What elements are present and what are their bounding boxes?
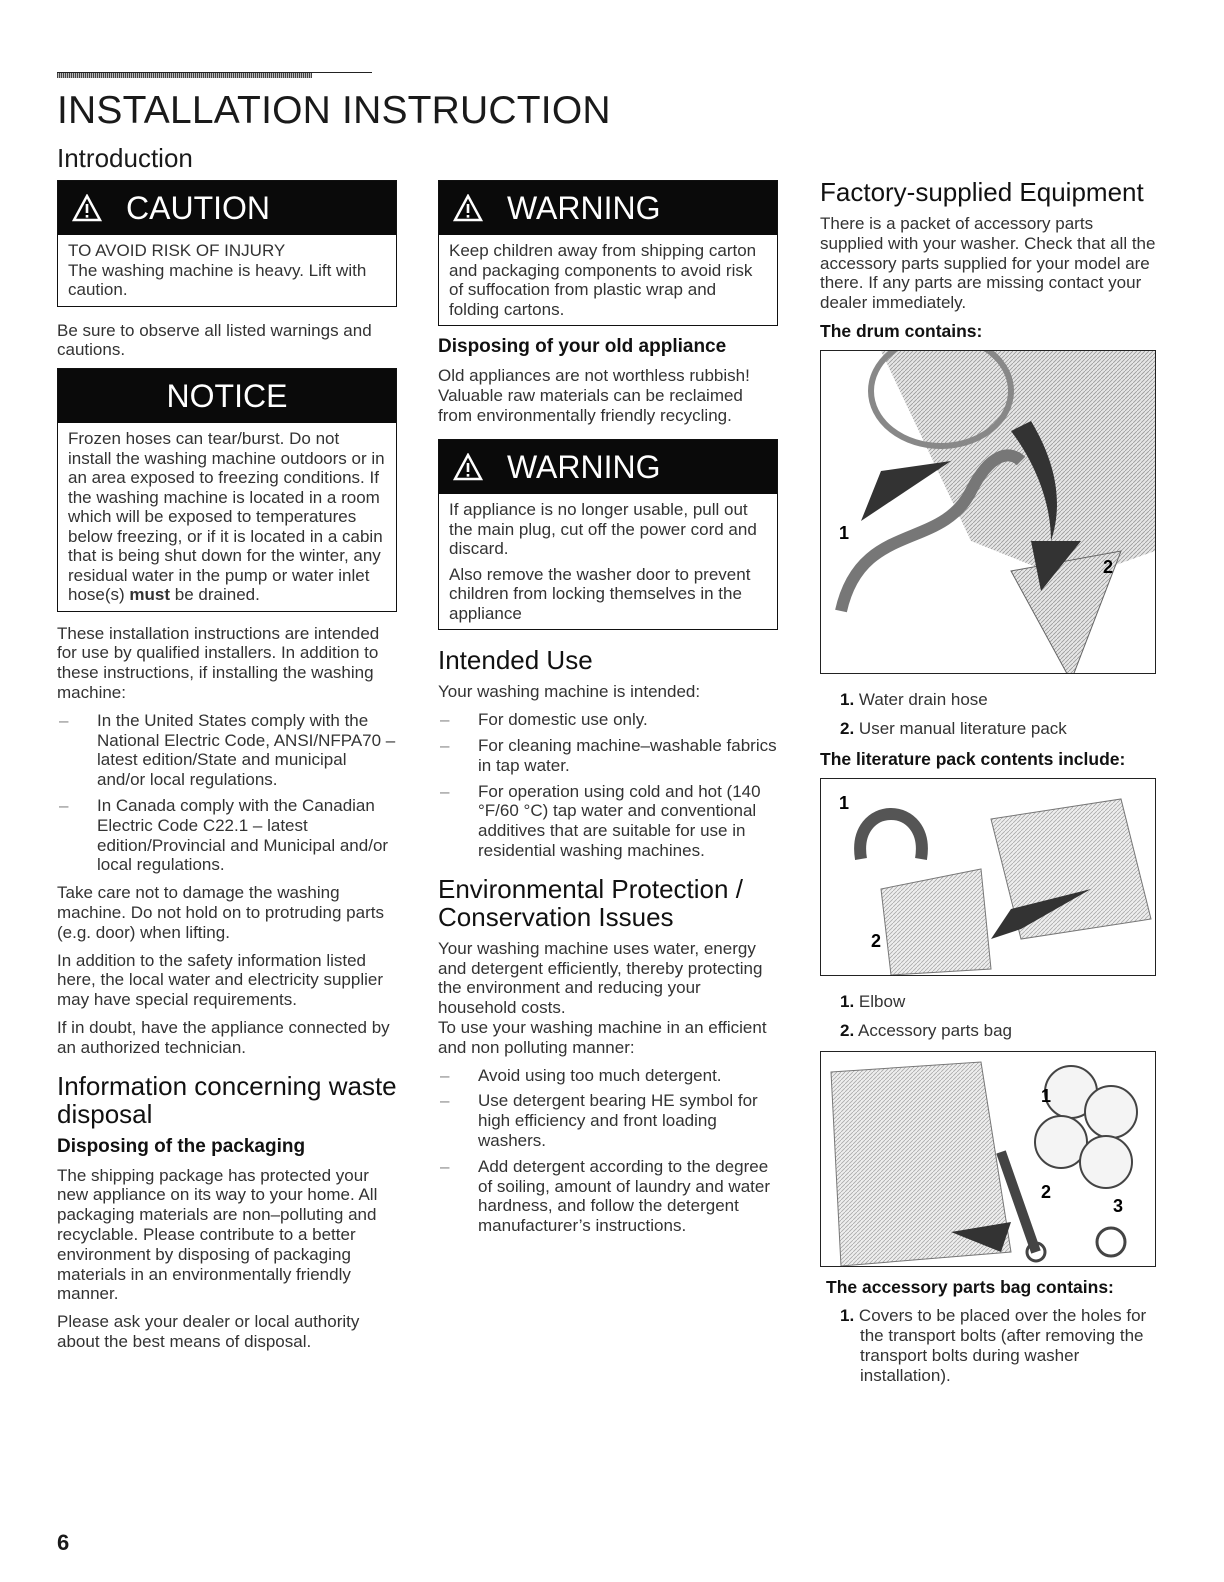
caution-label: CAUTION — [126, 189, 270, 226]
drum-heading: The drum contains: — [820, 320, 983, 341]
section-introduction: Introduction — [57, 143, 193, 173]
list-item: 1. Water drain hose — [840, 689, 988, 709]
figure-label-2: 2 — [871, 930, 882, 951]
accessory-bag-heading: The accessory parts bag contains: — [826, 1276, 1114, 1297]
notice-header — [58, 369, 396, 423]
environmental-list — [438, 1066, 778, 1236]
list-item: – In Canada comply with the Canadian Electric Code C22.1 – latest edition/Provincial and Municipal and/or local regulations. — [57, 796, 397, 875]
list-item: 2. User manual literature pack — [840, 718, 1067, 738]
factory-heading: Factory-supplied Equipment — [820, 177, 1144, 207]
environmental-heading: Environmental Protection / Conservation Issues — [438, 873, 743, 932]
dealer-paragraph: Please ask your dealer or local authority about the best means of disposal. — [57, 1312, 360, 1351]
warning-header — [439, 181, 777, 235]
warning-box-2 — [438, 439, 778, 630]
factory-paragraph: There is a packet of accessory parts supplied with your washer. Check that all the accessory parts supplied for your model are there. If any parts are missing contact your dealer immediately. — [820, 214, 1156, 313]
figure-label-3: 3 — [1113, 1195, 1124, 1216]
figure-label-1: 1 — [839, 792, 850, 813]
list-item: – Avoid using too much detergent. — [438, 1066, 778, 1086]
warning-label: WARNING — [507, 448, 661, 485]
packaging-heading: Disposing of the packaging — [57, 1135, 306, 1157]
figure-label-2: 2 — [1041, 1181, 1052, 1202]
waste-heading: Information concerning waste disposal — [57, 1070, 397, 1129]
notice-text: Frozen hoses can tear/burst. Do not install the washing machine outdoors or in an area exposed to freezing conditions. If the washing machine is located in a room which will be exposed to temperatures below freezing, or if it is located in a cabin that is being shut down for the winter, any residual water in the pump or water inlet hose(s) must be drained. — [68, 429, 385, 605]
warning-triangle-icon — [453, 453, 483, 481]
warning-box-1 — [438, 180, 778, 326]
observe-text: Be sure to observe all listed warnings and cautions. — [57, 320, 372, 360]
warning-label: WARNING — [507, 189, 661, 226]
figure-label-1: 1 — [839, 522, 850, 543]
caution-line2: The washing machine is heavy. Lift with caution. — [68, 260, 367, 299]
warning-header — [439, 440, 777, 494]
caution-header — [58, 181, 396, 235]
packaging-paragraph: The shipping package has protected your new appliance on its way to your home. All packaging materials are non–polluting and recyclable. Please contribute to a better environment by disposing of packaging materials in an environmentally friendly manner. — [57, 1165, 378, 1304]
list-item: – For operation using cold and hot (140 °F/60 °C) tap water and conventional additives that are suitable for use in residential washing machines. — [438, 782, 778, 861]
figure-literature-pack — [820, 778, 1156, 976]
page-title: INSTALLATION INSTRUCTION — [57, 89, 611, 132]
literature-heading: The literature pack contents include: — [820, 748, 1126, 769]
caution-box — [57, 180, 397, 307]
drum-list — [820, 690, 1160, 739]
list-item: 2. Accessory parts bag — [840, 1020, 1012, 1040]
warning-text: If appliance is no longer usable, pull out the main plug, cut off the power cord and discard. — [449, 500, 757, 559]
warning-text: Keep children away from shipping carton and packaging components to avoid risk of suffocation from plastic wrap and folding cartons. — [449, 241, 757, 319]
warning-text: Also remove the washer door to prevent children from locking themselves in the appliance — [449, 564, 751, 623]
warning-triangle-icon — [72, 194, 102, 222]
caution-line1: TO AVOID RISK OF INJURY — [68, 241, 286, 260]
list-item: – In the United States comply with the National Electric Code, ANSI/NFPA70 – latest edition/State and municipal and/or local regulations. — [57, 711, 397, 790]
list-item: 1. Elbow — [840, 991, 906, 1011]
list-item: – Use detergent bearing HE symbol for high efficiency and front loading washers. — [438, 1091, 778, 1150]
figure-label-2: 2 — [1103, 556, 1114, 577]
intended-list — [438, 710, 778, 861]
doubt-paragraph: If in doubt, have the appliance connected by an authorized technician. — [57, 1017, 390, 1057]
regulation-list — [57, 711, 397, 875]
figure-drum-contents — [820, 350, 1156, 674]
column-middle — [438, 180, 778, 1244]
page-number: 6 — [57, 1530, 70, 1555]
list-item: 1. Covers to be placed over the holes for the transport bolts (after removing the transport bolts during washer installation). — [840, 1305, 1147, 1385]
column-right — [820, 178, 1160, 1396]
notice-box — [57, 368, 397, 612]
intended-use-heading: Intended Use — [438, 645, 593, 676]
intro-paragraph: These installation instructions are intended for use by qualified installers. In addition to these instructions, if installing the washing machine: — [57, 623, 380, 702]
warning-triangle-icon — [453, 194, 483, 222]
care-paragraph: Take care not to damage the washing machine. Do not hold on to protruding parts (e.g. door) when lifting. — [57, 883, 384, 942]
figure-accessory-bag — [820, 1051, 1156, 1267]
header-rule-line — [57, 72, 372, 73]
intended-paragraph: Your washing machine is intended: — [438, 682, 701, 702]
old-appliance-paragraph: Old appliances are not worthless rubbish! Valuable raw materials can be reclaimed from environmentally friendly recycling. — [438, 366, 750, 425]
safety-paragraph: In addition to the safety information listed here, the local water and electricity supplier may have special requirements. — [57, 950, 383, 1010]
environmental-paragraph-1: Your washing machine uses water, energy and detergent efficiently, thereby protecting the environment and reducing your household costs. — [438, 938, 763, 1018]
column-left — [57, 180, 397, 1360]
old-appliance-heading: Disposing of your old appliance — [438, 336, 727, 357]
list-item: – Add detergent according to the degree of soiling, amount of laundry and water hardness, and follow the detergent manufacturer’s instructions. — [438, 1157, 778, 1236]
figure-label-1: 1 — [1041, 1085, 1052, 1106]
literature-list — [820, 992, 1160, 1041]
notice-label: NOTICE — [166, 377, 288, 414]
list-item: – For domestic use only. — [438, 710, 778, 730]
accessory-bag-list — [820, 1306, 1160, 1386]
environmental-paragraph-2: To use your washing machine in an efficient and non polluting manner: — [438, 1017, 767, 1057]
list-item: – For cleaning machine–washable fabrics in tap water. — [438, 736, 778, 776]
